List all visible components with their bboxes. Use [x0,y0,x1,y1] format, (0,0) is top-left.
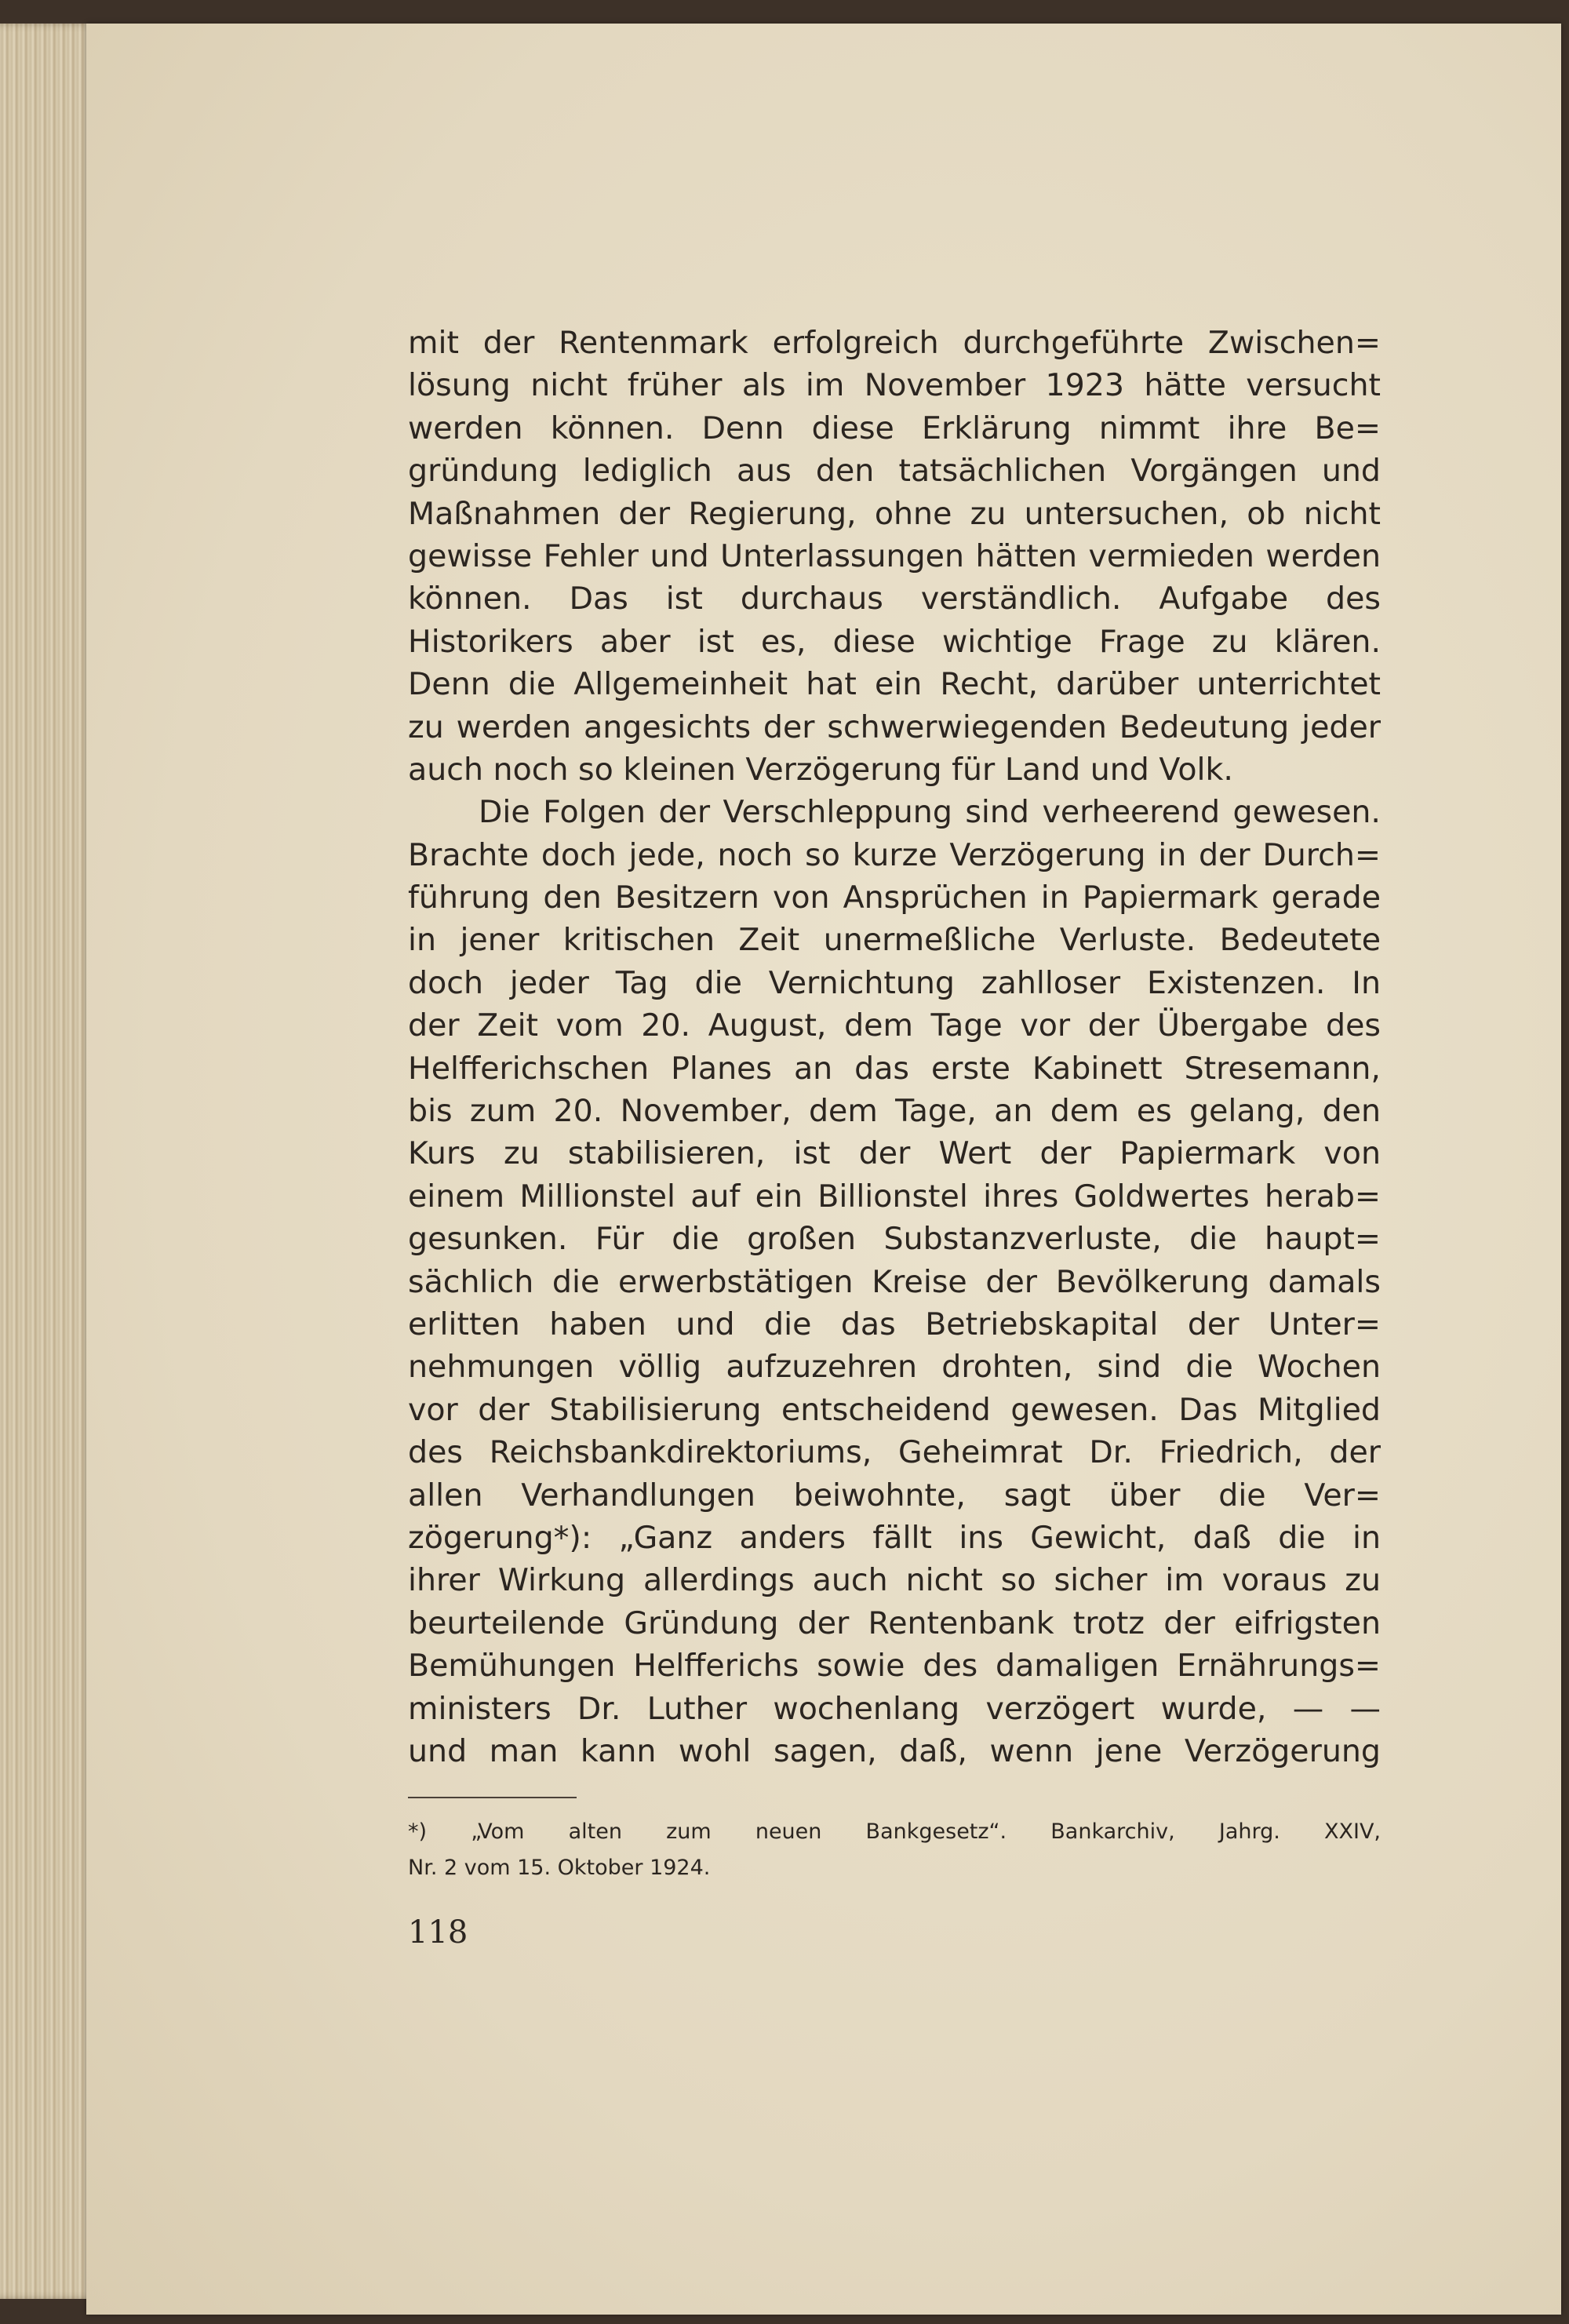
text-line: Kurs zu stabilisieren, ist der Wert der Papiermark von [408,1135,1381,1172]
text-line: allen Verhandlungen beiwohnte, sagt über die Ver= [408,1477,1381,1514]
text-line: erlitten haben und die das Betriebskapital der Unter= [408,1306,1381,1342]
text-line: Denn die Allgemeinheit hat ein Recht, darüber unterrichtet [408,666,1381,703]
text-line: nehmungen völlig aufzuzehren drohten, sind die Wochen [408,1349,1381,1386]
text-line: in jener kritischen Zeit unermeßliche Verluste. Bedeutete [408,922,1381,959]
footnote-divider [408,1797,577,1798]
text-line: ministers Dr. Luther wochenlang verzögert wurde, — — [408,1690,1381,1727]
footnote-line: Nr. 2 vom 15. Oktober 1924. [408,1856,711,1880]
text-line: gründung lediglich aus den tatsächlichen Vorgängen und [408,453,1381,490]
text-line: gesunken. Für die großen Substanzverluste, die haupt= [408,1221,1381,1258]
text-line: lösung nicht früher als im November 1923 hätte versucht [408,367,1381,404]
text-line: mit der Rentenmark erfolgreich durchgeführte Zwischen= [408,325,1381,361]
text-line: zu werden angesichts der schwerwiegenden Bedeutung jeder [408,708,1381,745]
text-line: sächlich die erwerbstätigen Kreise der Bevölkerung damals [408,1263,1381,1300]
text-line: Helfferichschen Planes an das erste Kabinett Stresemann, [408,1050,1381,1087]
text-line: gewisse Fehler und Unterlassungen hätten vermieden werden [408,537,1381,574]
text-line: doch jeder Tag die Vernichtung zahlloser Existenzen. In [408,964,1381,1001]
text-line: und man kann wohl sagen, daß, wenn jene Verzögerung [408,1732,1381,1769]
text-line: zögerung*): „Ganz anders fällt ins Gewicht, daß die in [408,1519,1381,1556]
text-line: des Reichsbankdirektoriums, Geheimrat Dr. Friedrich, der [408,1434,1381,1471]
paragraph-start-line: Die Folgen der Verschleppung sind verheerend gewesen. [479,794,1381,831]
text-line: ihrer Wirkung allerdings auch nicht so sicher im voraus zu [408,1562,1381,1599]
text-line: Maßnahmen der Regierung, ohne zu untersuchen, ob nicht [408,495,1381,532]
text-line: Bemühungen Helfferichs sowie des damaligen Ernährungs= [408,1648,1381,1685]
text-line: vor der Stabilisierung entscheidend gewesen. Das Mitglied [408,1391,1381,1428]
text-line: Historikers aber ist es, diese wichtige Frage zu klären. [408,623,1381,660]
text-line: führung den Besitzern von Ansprüchen in Papiermark gerade [408,880,1381,916]
text-line: beurteilende Gründung der Rentenbank trotz der eifrigsten [408,1605,1381,1641]
page-number: 118 [408,1914,468,1951]
text-line: einem Millionstel auf ein Billionstel ihres Goldwertes herab= [408,1178,1381,1215]
text-line: werden können. Denn diese Erklärung nimmt ihre Be= [408,410,1381,446]
body-text [408,322,1381,1772]
paragraph-end-line: auch noch so kleinen Verzögerung für Land und Volk. [408,751,1233,788]
footnote-line: *) „Vom alten zum neuen Bankgesetz“. Bankarchiv, Jahrg. XXIV, [408,1819,1381,1844]
text-line: können. Das ist durchaus verständlich. Aufgabe des [408,581,1381,617]
text-line: Brachte doch jede, noch so kurze Verzögerung in der Durch= [408,836,1381,873]
text-line: der Zeit vom 20. August, dem Tage vor der Übergabe des [408,1007,1381,1044]
footnote [408,1814,1381,1886]
text-line: bis zum 20. November, dem Tage, an dem es gelang, den [408,1093,1381,1130]
